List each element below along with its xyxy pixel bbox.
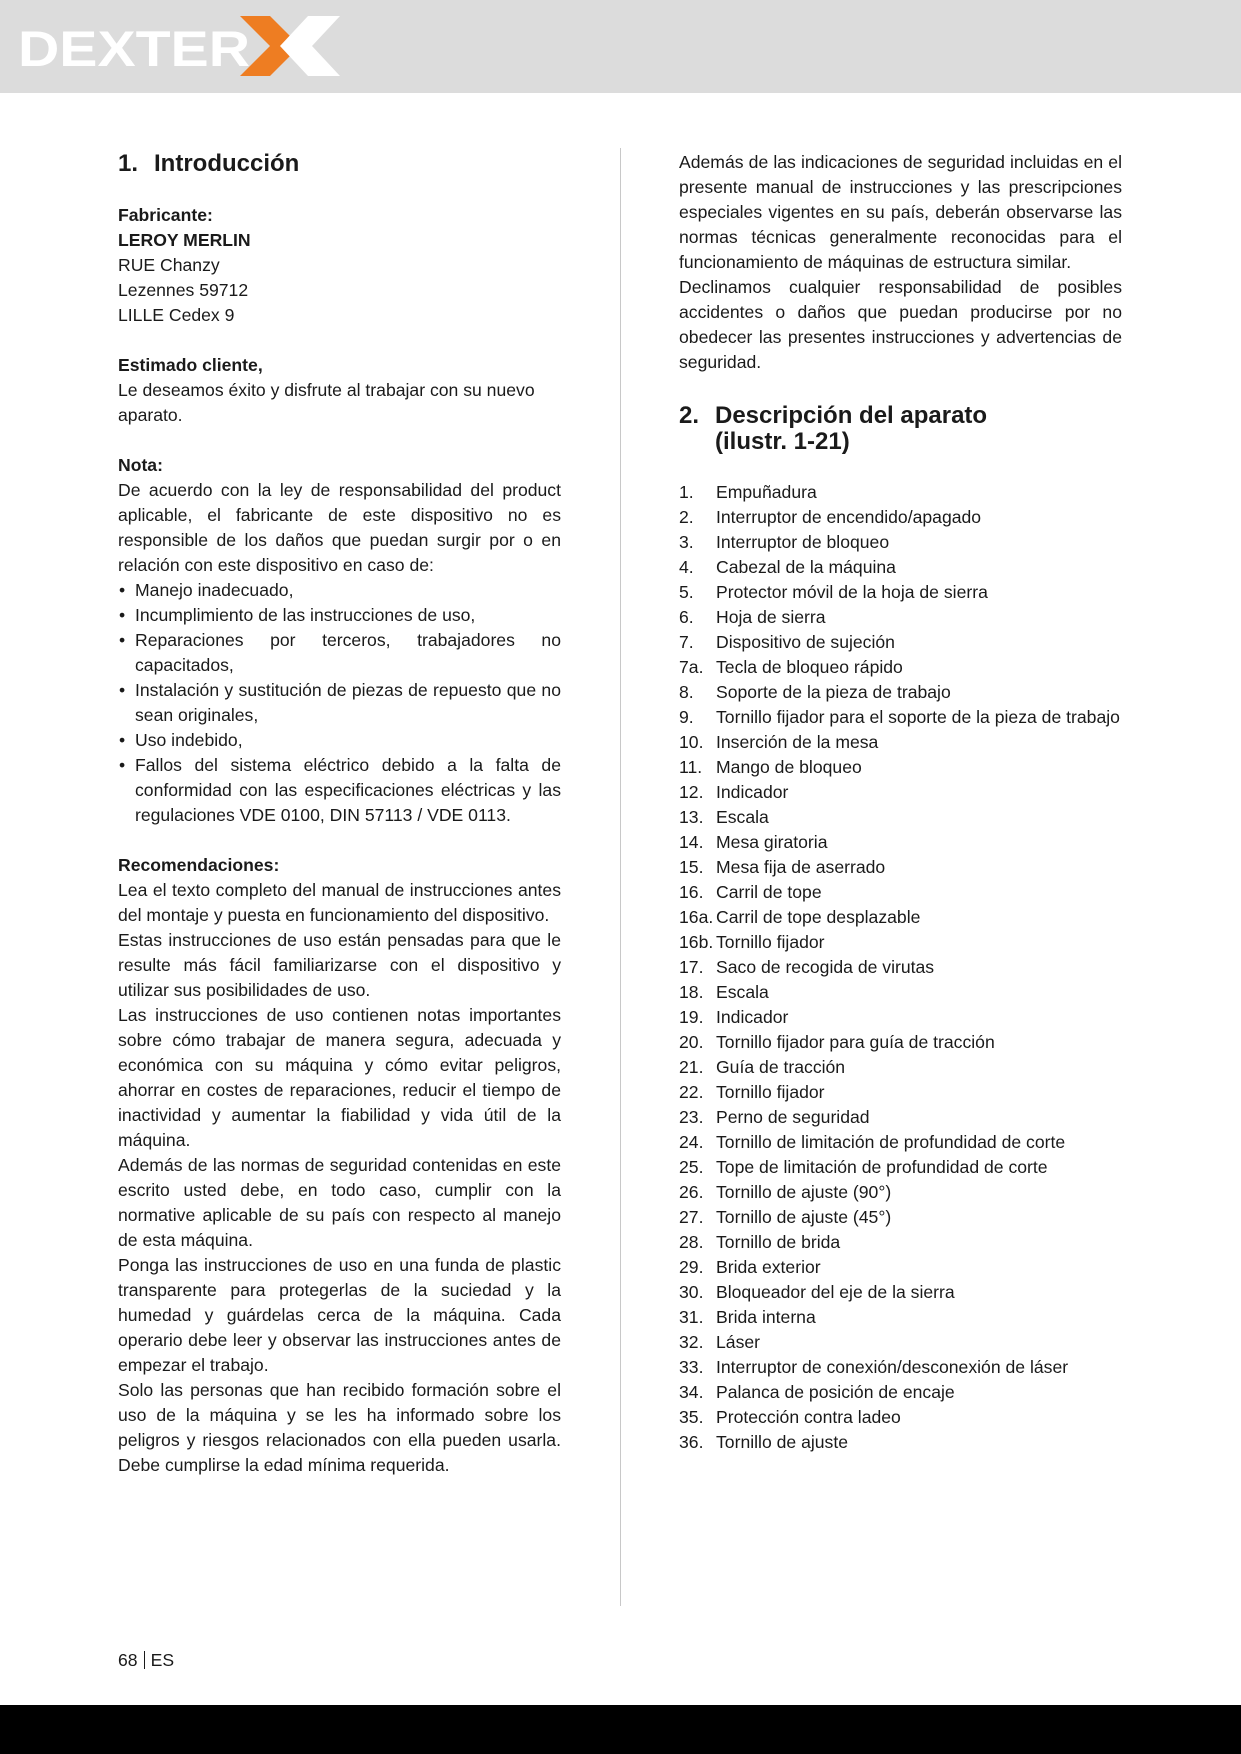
part-number: 12. — [679, 782, 704, 802]
part-number: 3. — [679, 532, 694, 552]
list-item: • Uso indebido, — [118, 728, 561, 753]
part-label: Tornillo fijador — [716, 932, 825, 952]
part-number: 6. — [679, 607, 694, 627]
address-line: LILLE Cedex 9 — [118, 305, 235, 325]
part-label: Interruptor de conexión/desconexión de láser — [716, 1357, 1069, 1377]
paragraph: Las instrucciones de uso contienen notas importantes sobre cómo trabajar de manera segura, adecuada y económica con su máquina y cómo evitar peligros, ahorrar en costes de reparaciones, reducir el tiempo de inactividad y aumentar la fiabilidad y vida útil de la máquina. — [118, 1005, 561, 1150]
note-block — [118, 453, 561, 828]
greeting-block — [118, 353, 561, 428]
parts-list — [679, 480, 1122, 1455]
greeting-label: Estimado cliente, — [118, 355, 263, 375]
part-label: Mango de bloqueo — [716, 757, 862, 777]
section-2-heading: 2. Descripción del aparato (ilustr. 1-21) — [679, 402, 988, 455]
list-item: • Incumplimiento de las instrucciones de uso, — [118, 603, 561, 628]
manufacturer-label: Fabricante: — [118, 205, 213, 225]
part-label: Carril de tope desplazable — [716, 907, 921, 927]
paragraph: Declinamos cualquier responsabilidad de posibles accidentes o daños que puedan producirse por no obedecer las presentes instrucciones y advertencias de seguridad. — [679, 277, 1122, 372]
part-label: Empuñadura — [716, 482, 817, 502]
part-number: 14. — [679, 832, 704, 852]
part-label: Tornillo de limitación de profundidad de corte — [716, 1132, 1066, 1152]
list-item — [679, 1305, 1122, 1330]
part-number: 22. — [679, 1082, 704, 1102]
paragraph: Solo las personas que han recibido formación sobre el uso de la máquina y se les ha informado sobre los peligros y riesgos relacionados con ella pueden usarla. Debe cumplirse la edad mínima requerida. — [118, 1380, 561, 1475]
part-label: Brida interna — [716, 1307, 816, 1327]
paragraph: Lea el texto completo del manual de instrucciones antes del montaje y puesta en funcionamiento del dispositivo. — [118, 880, 561, 925]
list-item — [679, 1080, 1122, 1105]
note-list — [118, 578, 561, 828]
list-item — [679, 730, 1122, 755]
bottom-bar — [0, 1705, 1241, 1754]
paragraph: Estas instrucciones de uso están pensadas para que le resulte más fácil familiarizarse con el dispositivo y utilizar sus posibilidades de uso. — [118, 930, 561, 1000]
address-line: Lezennes 59712 — [118, 280, 249, 300]
right-column — [679, 150, 1122, 1455]
list-item — [679, 930, 1122, 955]
list-item — [679, 830, 1122, 855]
list-item: • Manejo inadecuado, — [118, 578, 561, 603]
part-number: 7a. — [679, 657, 704, 677]
paragraph: Además de las normas de seguridad contenidas en este escrito usted debe, en todo caso, cumplir con la normative aplicable de su país con respecto al manejo de esta máquina. — [118, 1155, 561, 1250]
list-item — [679, 1230, 1122, 1255]
part-number: 7. — [679, 632, 694, 652]
part-label: Mesa fija de aserrado — [716, 857, 886, 877]
part-label: Palanca de posición de encaje — [716, 1382, 955, 1402]
part-number: 27. — [679, 1207, 704, 1227]
part-number: 35. — [679, 1407, 704, 1427]
list-item — [679, 1205, 1122, 1230]
part-number: 16. — [679, 882, 704, 902]
part-number: 11. — [679, 757, 703, 777]
part-number: 9. — [679, 707, 694, 727]
part-number: 30. — [679, 1282, 704, 1302]
part-label: Carril de tope — [716, 882, 822, 902]
list-item — [679, 955, 1122, 980]
page-header — [0, 0, 1241, 93]
list-item — [679, 605, 1122, 630]
part-number: 34. — [679, 1382, 704, 1402]
part-number: 23. — [679, 1107, 704, 1127]
list-item — [679, 1255, 1122, 1280]
list-item — [679, 1430, 1122, 1455]
recommendations-block — [118, 853, 561, 1478]
part-label: Interruptor de encendido/apagado — [716, 507, 982, 527]
part-label: Tornillo de ajuste (90°) — [716, 1182, 892, 1202]
list-item — [679, 1280, 1122, 1305]
part-number: 2. — [679, 507, 694, 527]
list-item — [679, 1055, 1122, 1080]
part-label: Tornillo fijador para el soporte de la pieza de trabajo — [716, 707, 1120, 727]
part-label: Tornillo fijador para guía de tracción — [716, 1032, 995, 1052]
part-label: Indicador — [716, 1007, 789, 1027]
part-label: Tecla de bloqueo rápido — [716, 657, 903, 677]
part-number: 21. — [679, 1057, 704, 1077]
part-number: 29. — [679, 1257, 704, 1277]
list-item — [679, 580, 1122, 605]
list-item: • Instalación y sustitución de piezas de repuesto que no sean originales, — [118, 678, 561, 728]
list-item — [679, 530, 1122, 555]
part-number: 4. — [679, 557, 694, 577]
list-item — [679, 805, 1122, 830]
list-item — [679, 855, 1122, 880]
part-label: Dispositivo de sujeción — [716, 632, 895, 652]
part-label: Tornillo de ajuste (45°) — [716, 1207, 892, 1227]
part-label: Escala — [716, 982, 769, 1002]
list-item — [679, 630, 1122, 655]
list-item — [679, 1030, 1122, 1055]
part-label: Tope de limitación de profundidad de corte — [716, 1157, 1048, 1177]
part-label: Bloqueador del eje de la sierra — [716, 1282, 955, 1302]
list-item — [679, 1355, 1122, 1380]
list-item — [679, 780, 1122, 805]
list-item — [679, 755, 1122, 780]
part-label: Protección contra ladeo — [716, 1407, 901, 1427]
part-number: 18. — [679, 982, 704, 1002]
part-number: 19. — [679, 1007, 704, 1027]
part-label: Hoja de sierra — [716, 607, 826, 627]
list-item — [679, 880, 1122, 905]
list-item: • Reparaciones por terceros, trabajadores no capacitados, — [118, 628, 561, 678]
part-number: 1. — [679, 482, 694, 502]
part-label: Inserción de la mesa — [716, 732, 879, 752]
section-1-heading: 1. Introducción — [118, 150, 300, 177]
part-label: Tornillo de brida — [716, 1232, 841, 1252]
logo-x-right-arm — [280, 16, 340, 76]
part-number: 28. — [679, 1232, 704, 1252]
list-item — [679, 555, 1122, 580]
note-label: Nota: — [118, 455, 163, 475]
list-item — [679, 1105, 1122, 1130]
manufacturer-name: LEROY MERLIN — [118, 230, 251, 250]
list-item — [679, 980, 1122, 1005]
part-number: 10. — [679, 732, 704, 752]
list-item — [679, 480, 1122, 505]
list-item — [679, 1330, 1122, 1355]
part-label: Tornillo fijador — [716, 1082, 825, 1102]
paragraph: Ponga las instrucciones de uso en una funda de plastic transparente para protegerlas de la suciedad y la humedad y guárdelas cerca de la máquina. Cada operario debe leer y observar las instrucciones antes de empezar el trabajo. — [118, 1255, 561, 1375]
list-item: • Fallos del sistema eléctrico debido a la falta de conformidad con las especificaciones eléctricas y las regulaciones VDE 0100, DIN 57113 / VDE 0113. — [118, 753, 561, 828]
list-item — [679, 705, 1122, 730]
part-number: 24. — [679, 1132, 704, 1152]
list-item — [679, 905, 1122, 930]
part-label: Perno de seguridad — [716, 1107, 870, 1127]
part-number: 16b. — [679, 932, 714, 952]
part-label: Guía de tracción — [716, 1057, 846, 1077]
recommendations-label: Recomendaciones: — [118, 855, 280, 875]
list-item — [679, 1380, 1122, 1405]
part-label: Soporte de la pieza de trabajo — [716, 682, 951, 702]
part-label: Tornillo de ajuste — [716, 1432, 849, 1452]
part-label: Protector móvil de la hoja de sierra — [716, 582, 988, 602]
part-number: 8. — [679, 682, 694, 702]
manufacturer-block — [118, 203, 561, 328]
paragraph: Además de las indicaciones de seguridad incluidas en el presente manual de instrucciones y las prescripciones especiales vigentes en su país, deberán observarse las normas técnicas generalmente reconocidas para el funcionamiento de máquinas de estructura similar. — [679, 152, 1122, 272]
part-number: 17. — [679, 957, 704, 977]
logo-wordmark: DEXTER — [18, 21, 250, 76]
list-item — [679, 1005, 1122, 1030]
language-code: ES — [150, 1650, 175, 1670]
part-number: 32. — [679, 1332, 704, 1352]
list-item — [679, 1130, 1122, 1155]
list-item — [679, 1155, 1122, 1180]
list-item — [679, 1180, 1122, 1205]
part-label: Escala — [716, 807, 769, 827]
part-label: Saco de recogida de virutas — [716, 957, 935, 977]
part-number: 5. — [679, 582, 694, 602]
list-item — [679, 680, 1122, 705]
list-item — [679, 655, 1122, 680]
part-number: 20. — [679, 1032, 704, 1052]
part-number: 26. — [679, 1182, 704, 1202]
part-label: Brida exterior — [716, 1257, 821, 1277]
part-label: Indicador — [716, 782, 789, 802]
part-number: 31. — [679, 1307, 704, 1327]
address-line: RUE Chanzy — [118, 255, 220, 275]
page-number: 68 — [118, 1650, 138, 1670]
part-label: Mesa giratoria — [716, 832, 828, 852]
part-number: 15. — [679, 857, 704, 877]
list-item — [679, 505, 1122, 530]
part-number: 36. — [679, 1432, 704, 1452]
part-number: 13. — [679, 807, 704, 827]
greeting-text: Le deseamos éxito y disfrute al trabajar con su nuevo aparato. — [118, 380, 535, 425]
list-item — [679, 1405, 1122, 1430]
part-label: Cabezal de la máquina — [716, 557, 896, 577]
column-divider — [620, 148, 621, 1606]
left-column — [118, 150, 561, 1478]
part-label: Láser — [716, 1332, 761, 1352]
page-footer — [118, 1650, 174, 1671]
dexter-logo — [18, 16, 340, 76]
part-label: Interruptor de bloqueo — [716, 532, 890, 552]
note-text: De acuerdo con la ley de responsabilidad del product aplicable, el fabricante de este dispositivo no es responsible de los daños que puedan surgir por o en relación con este dispositivo en caso de: — [118, 480, 561, 575]
part-number: 16a. — [679, 907, 714, 927]
footer-separator — [144, 1651, 145, 1669]
part-number: 33. — [679, 1357, 704, 1377]
part-number: 25. — [679, 1157, 704, 1177]
